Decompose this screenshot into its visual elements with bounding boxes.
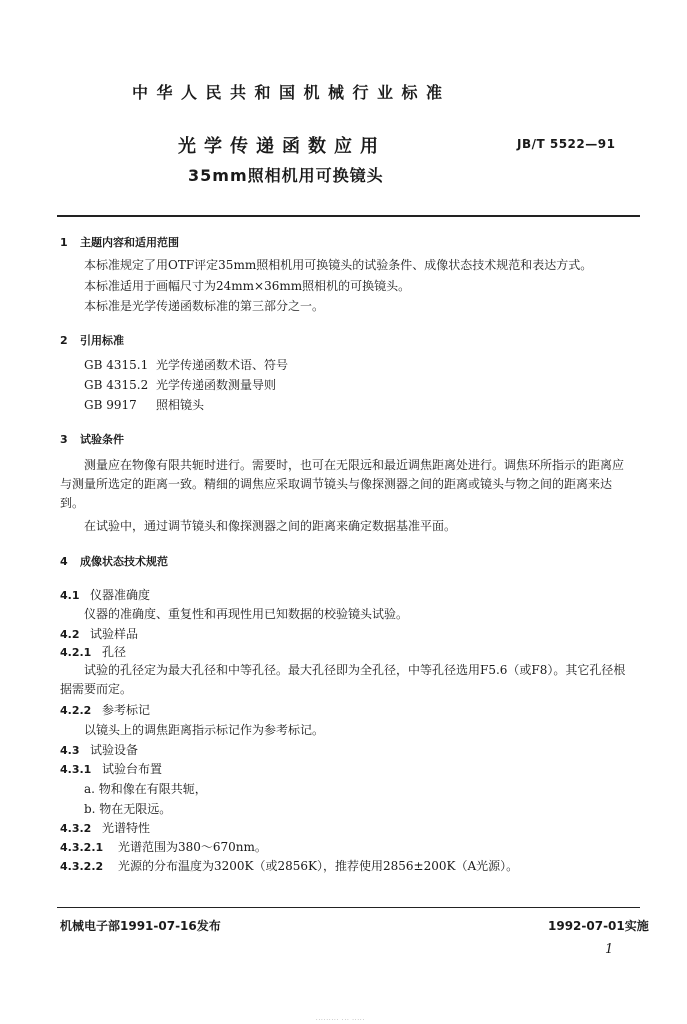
subsection-4-2 bbox=[60, 625, 138, 642]
subsection-text: 光谱范围为380～670nm。 bbox=[118, 840, 267, 854]
section-4-heading bbox=[60, 553, 168, 569]
subsection-title: 孔径 bbox=[102, 645, 127, 659]
subsection-text: 光源的分布温度为3200K（或2856K），推荐使用2856±200K（A光源）。 bbox=[118, 859, 519, 873]
subsection-number: 4.2 bbox=[60, 628, 80, 641]
section-number: 1 bbox=[60, 236, 68, 249]
reference-name: 照相镜头 bbox=[156, 398, 205, 412]
paragraph: 试验的孔径定为最大孔径和中等孔径。最大孔径即为全孔径，中等孔径选用F5.6（或F8）。其它孔径根据需要而定。 bbox=[60, 663, 626, 696]
subsection-4-3-2-1 bbox=[60, 838, 267, 855]
standard-category: 中华人民共和国机械行业标准 bbox=[132, 83, 451, 102]
subsection-title: 试验台布置 bbox=[102, 762, 163, 776]
section-number: 2 bbox=[60, 334, 68, 347]
subsection-4-3 bbox=[60, 741, 138, 758]
standard-number: JB/T 5522—91 bbox=[517, 137, 616, 151]
subsection-4-2-2 bbox=[60, 701, 150, 718]
subsection-number: 4.1 bbox=[60, 589, 80, 602]
paragraph: 在试验中，通过调节镜头和像探测器之间的距离来确定数据基准平面。 bbox=[84, 519, 457, 533]
effective-date: 1992-07-01实施 bbox=[548, 919, 649, 933]
paragraph: 以镜头上的调焦距离指示标记作为参考标记。 bbox=[84, 723, 325, 737]
subsection-title: 光谱特性 bbox=[102, 821, 151, 835]
section-title: 成像状态技术规范 bbox=[80, 555, 168, 568]
paragraph: 仪器的准确度、重复性和再现性用已知数据的校验镜头试验。 bbox=[84, 607, 409, 621]
section-3-heading bbox=[60, 431, 124, 447]
document-subtitle: 35mm照相机用可换镜头 bbox=[188, 166, 384, 185]
section-title: 主题内容和适用范围 bbox=[80, 236, 179, 249]
section-1-heading bbox=[60, 234, 179, 250]
issue-date: 机械电子部1991-07-16发布 bbox=[60, 919, 221, 933]
section-number: 4 bbox=[60, 555, 68, 568]
section-2-heading bbox=[60, 332, 124, 348]
subsection-4-3-2-2 bbox=[60, 857, 518, 874]
subsection-number: 4.3.2 bbox=[60, 822, 92, 835]
subsection-title: 试验样品 bbox=[90, 627, 139, 641]
page-number: 1 bbox=[605, 942, 614, 957]
subsection-number: 4.3.2.1 bbox=[60, 841, 104, 854]
subsection-number: 4.3.2.2 bbox=[60, 860, 104, 873]
list-item: b. 物在无限远。 bbox=[84, 802, 172, 816]
subsection-4-3-1 bbox=[60, 760, 162, 777]
subsection-number: 4.2.1 bbox=[60, 646, 92, 659]
paragraph: 本标准适用于画幅尺寸为24mm×36mm照相机的可换镜头。 bbox=[84, 279, 411, 293]
subsection-4-3-2 bbox=[60, 819, 150, 836]
paragraph: 本标准是光学传递函数标准的第三部分之一。 bbox=[84, 299, 325, 313]
subsection-4-2-1 bbox=[60, 643, 126, 660]
footer-divider bbox=[57, 907, 640, 908]
subsection-title: 试验设备 bbox=[90, 743, 139, 757]
subsection-title: 参考标记 bbox=[102, 703, 151, 717]
reference-name: 光学传递函数术语、符号 bbox=[156, 358, 289, 372]
subsection-4-1 bbox=[60, 586, 150, 603]
document-title: 光学传递函数应用 bbox=[178, 136, 386, 157]
section-title: 引用标准 bbox=[80, 334, 124, 347]
scan-watermark: ········· ··· ····· bbox=[316, 1017, 366, 1023]
list-item: a. 物和像在有限共轭， bbox=[84, 782, 207, 796]
section-title: 试验条件 bbox=[80, 433, 124, 446]
reference-code: GB 9917 bbox=[84, 398, 137, 412]
reference-name: 光学传递函数测量导则 bbox=[156, 378, 277, 392]
paragraph: 本标准规定了用OTF评定35mm照相机用可换镜头的试验条件、成像状态技术规范和表达方式。 bbox=[84, 258, 593, 272]
reference-code: GB 4315.2 bbox=[84, 378, 149, 392]
subsection-number: 4.2.2 bbox=[60, 704, 92, 717]
section-number: 3 bbox=[60, 433, 68, 446]
header-divider bbox=[57, 215, 640, 217]
subsection-number: 4.3 bbox=[60, 744, 80, 757]
reference-item bbox=[84, 356, 288, 373]
reference-item bbox=[84, 396, 204, 413]
subsection-title: 仪器准确度 bbox=[90, 588, 151, 602]
reference-item bbox=[84, 376, 276, 393]
subsection-number: 4.3.1 bbox=[60, 763, 92, 776]
paragraph: 测量应在物像有限共轭时进行。需要时，也可在无限远和最近调焦距离处进行。调焦环所指示的距离应与测量所选定的距离一致。精细的调焦应采取调节镜头与像探测器之间的距离或镜头与物之间的距离来达到。 bbox=[60, 458, 625, 510]
reference-code: GB 4315.1 bbox=[84, 358, 149, 372]
